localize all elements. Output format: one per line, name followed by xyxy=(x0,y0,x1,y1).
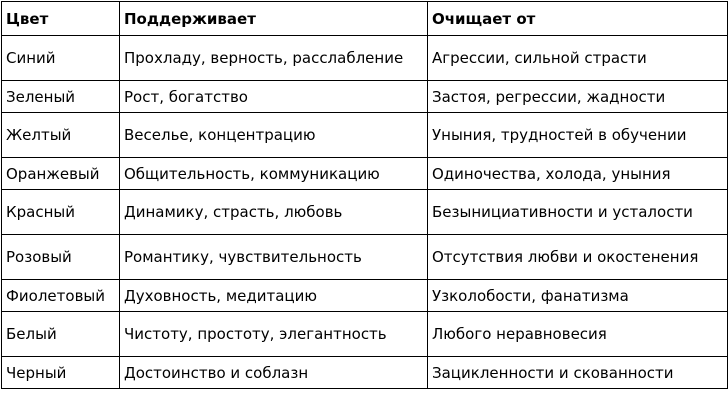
cell-cleanses: Безынициативности и усталости xyxy=(428,190,728,235)
cell-supports: Рост, богатство xyxy=(120,81,428,113)
cell-cleanses: Одиночества, холода, уныния xyxy=(428,158,728,190)
table-row xyxy=(2,280,728,312)
cell-color: Розовый xyxy=(2,235,120,280)
header-color: Цвет xyxy=(2,2,120,36)
cell-color: Фиолетовый xyxy=(2,280,120,312)
cell-supports: Динамику, страсть, любовь xyxy=(120,190,428,235)
cell-color: Оранжевый xyxy=(2,158,120,190)
table-body xyxy=(2,36,728,389)
cell-supports: Прохладу, верность, расслабление xyxy=(120,36,428,81)
cell-cleanses: Отсутствия любви и окостенения xyxy=(428,235,728,280)
cell-cleanses: Агрессии, сильной страсти xyxy=(428,36,728,81)
table-row xyxy=(2,36,728,81)
header-cleanses: Очищает от xyxy=(428,2,728,36)
cell-cleanses: Застоя, регрессии, жадности xyxy=(428,81,728,113)
cell-supports: Духовность, медитацию xyxy=(120,280,428,312)
cell-cleanses: Зацикленности и скованности xyxy=(428,357,728,389)
cell-supports: Чистоту, простоту, элегантность xyxy=(120,312,428,357)
cell-supports: Романтику, чувствительность xyxy=(120,235,428,280)
cell-cleanses: Узколобости, фанатизма xyxy=(428,280,728,312)
cell-color: Белый xyxy=(2,312,120,357)
table-row xyxy=(2,190,728,235)
table-row xyxy=(2,113,728,158)
table-row xyxy=(2,235,728,280)
cell-supports: Достоинство и соблазн xyxy=(120,357,428,389)
cell-color: Синий xyxy=(2,36,120,81)
cell-cleanses: Уныния, трудностей в обучении xyxy=(428,113,728,158)
cell-cleanses: Любого неравновесия xyxy=(428,312,728,357)
cell-supports: Веселье, концентрацию xyxy=(120,113,428,158)
cell-color: Зеленый xyxy=(2,81,120,113)
header-supports: Поддерживает xyxy=(120,2,428,36)
table-row xyxy=(2,158,728,190)
table-row xyxy=(2,357,728,389)
table-row xyxy=(2,81,728,113)
cell-color: Желтый xyxy=(2,113,120,158)
cell-color: Черный xyxy=(2,357,120,389)
cell-supports: Общительность, коммуникацию xyxy=(120,158,428,190)
cell-color: Красный xyxy=(2,190,120,235)
table-header-row xyxy=(2,2,728,36)
color-properties-table xyxy=(1,1,728,389)
table-row xyxy=(2,312,728,357)
